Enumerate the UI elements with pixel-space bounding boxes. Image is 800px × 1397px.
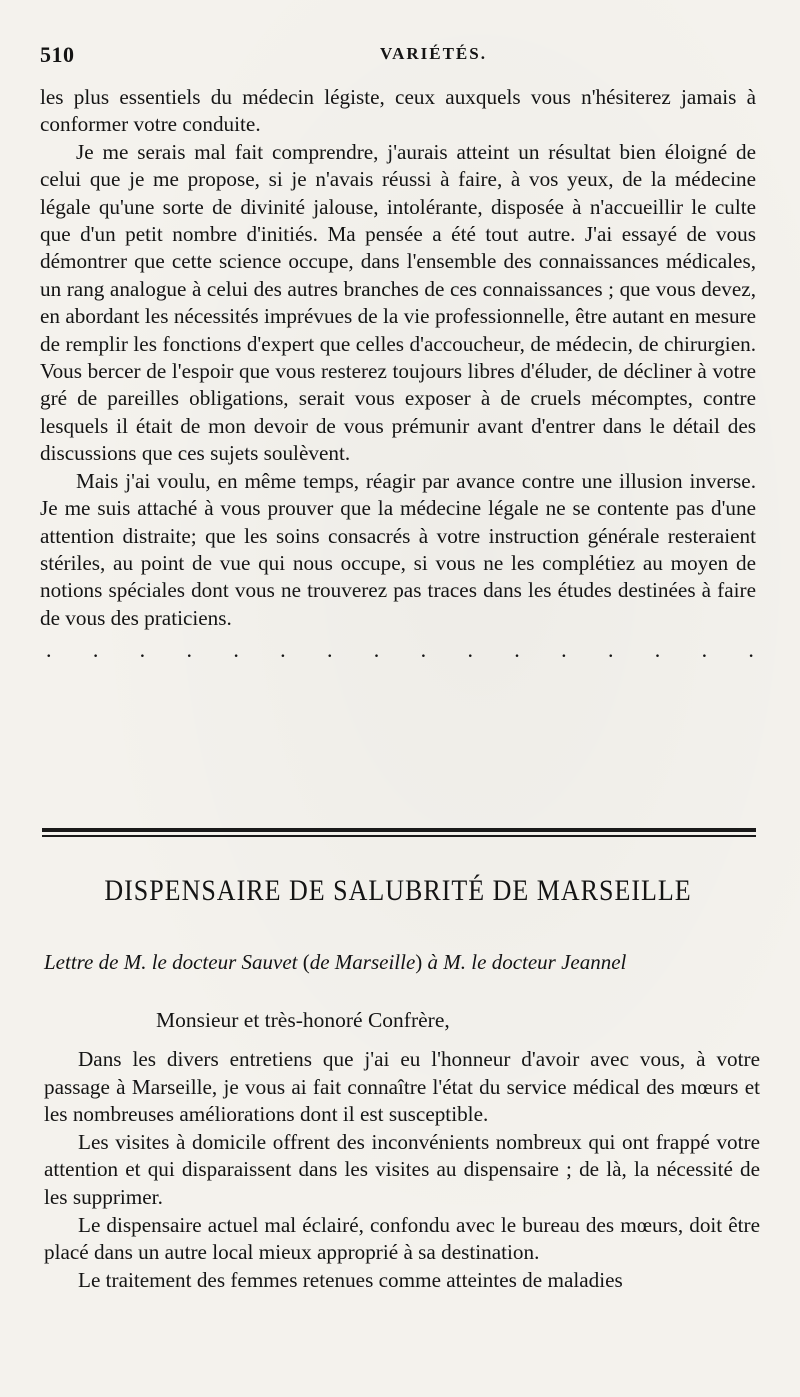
section-divider <box>42 828 756 837</box>
running-head: VARIÉTÉS. <box>380 44 487 63</box>
lecture-text <box>40 84 756 662</box>
page-header <box>40 42 758 72</box>
section-title: DISPENSAIRE DE SALUBRITÉ DE MARSEILLE <box>104 874 692 907</box>
paragraph: Mais j'ai voulu, en même temps, réagir par avance contre une illusion inverse. Je me suis attaché à vous prouver que la médecine légale ne se contente pas d'une attention distraite; que les soins consacrés à votre instruction générale resteraient stériles, au point de vue qui nous occupe, si vous ne les complétiez au moyen de notions spéciales dont vous ne trouverez pas traces dans les études destinées à faire de vous des praticiens. <box>40 468 756 630</box>
letter-heading-part: ) <box>415 950 423 974</box>
dot: . <box>326 637 333 663</box>
dot: . <box>46 637 52 663</box>
salutation: Monsieur et très-honoré Confrère, <box>156 1008 450 1032</box>
ellipsis-dots <box>40 638 756 662</box>
dot: . <box>92 637 99 663</box>
dot: . <box>514 637 520 663</box>
dot: . <box>701 637 708 663</box>
dot: . <box>607 637 614 663</box>
divider-thin-rule <box>42 835 756 837</box>
page-number: 510 <box>40 42 75 67</box>
dot: . <box>139 637 146 663</box>
paragraph: Les visites à domicile offrent des inconvénients nombreux qui ont frappé votre attention et qui disparaissent dans les visites au dispensaire ; de là, la nécessité de les supprimer. <box>44 1129 760 1209</box>
paragraph: Le dispensaire actuel mal éclairé, confondu avec le bureau des mœurs, doit être placé dans un autre local mieux approprié à sa destination. <box>44 1212 760 1265</box>
paragraph: Je me serais mal fait comprendre, j'aurais atteint un résultat bien éloigné de celui que je me propose, si je n'avais réussi à faire, à vos yeux, de la médecine légale qu'une sorte de divinité jalouse, intolérante, disposée à n'accueillir le culte que d'un petit nombre d'initiés. Ma pensée a été tout autre. J'ai essayé de vous démontrer que cette science occupe, dans l'ensemble des connaissances médicales, un rang analogue à celui des autres branches de ces connaissances ; que vous devez, en abordant les nécessités imprévues de la vie professionnelle, être autant en mesure de remplir les fonctions d'expert que celles d'accoucheur, de médecin, de chirurgien. Vous bercer de l'espoir que vous resterez toujours libres d'éluder, de décliner à votre gré de pareilles obligations, serait vous exposer à de cruels mécomptes, contre lesquels il était de mon devoir de vous prémunir avant d'entrer dans le détail des discussions que ces sujets soulèvent. <box>40 139 756 466</box>
paragraph: Dans les divers entretiens que j'ai eu l'honneur d'avoir avec vous, à votre passage à Marseille, je vous ai fait connaître l'état du service médical des mœurs et les nombreuses améliorations dont il est susceptible. <box>44 1047 760 1127</box>
dot: . <box>373 637 380 663</box>
dot: . <box>186 637 192 663</box>
letter-heading-part: à M. le docteur Jeannel <box>422 950 627 974</box>
letter-heading-part: le docteur Sauvet <box>146 950 303 974</box>
letter-heading-part: ( <box>302 950 310 974</box>
dot: . <box>467 637 473 663</box>
letter-heading-part: de Marseille <box>309 950 416 974</box>
dot: . <box>654 637 661 663</box>
dot: . <box>748 637 754 663</box>
dot: . <box>420 637 427 663</box>
letter-heading-part: Lettre de M. <box>44 950 147 974</box>
letter-text <box>44 1046 760 1294</box>
paragraph: les plus essentiels du médecin légiste, ceux auxquels vous n'hésiterez jamais à conformer votre conduite. <box>40 85 756 137</box>
dot: . <box>280 637 286 663</box>
divider-thick-rule <box>42 828 756 832</box>
dot: . <box>561 637 567 663</box>
paragraph: Le traitement des femmes retenues comme atteintes de maladies <box>78 1267 623 1292</box>
dot: . <box>233 637 239 663</box>
letter-heading <box>44 950 756 975</box>
